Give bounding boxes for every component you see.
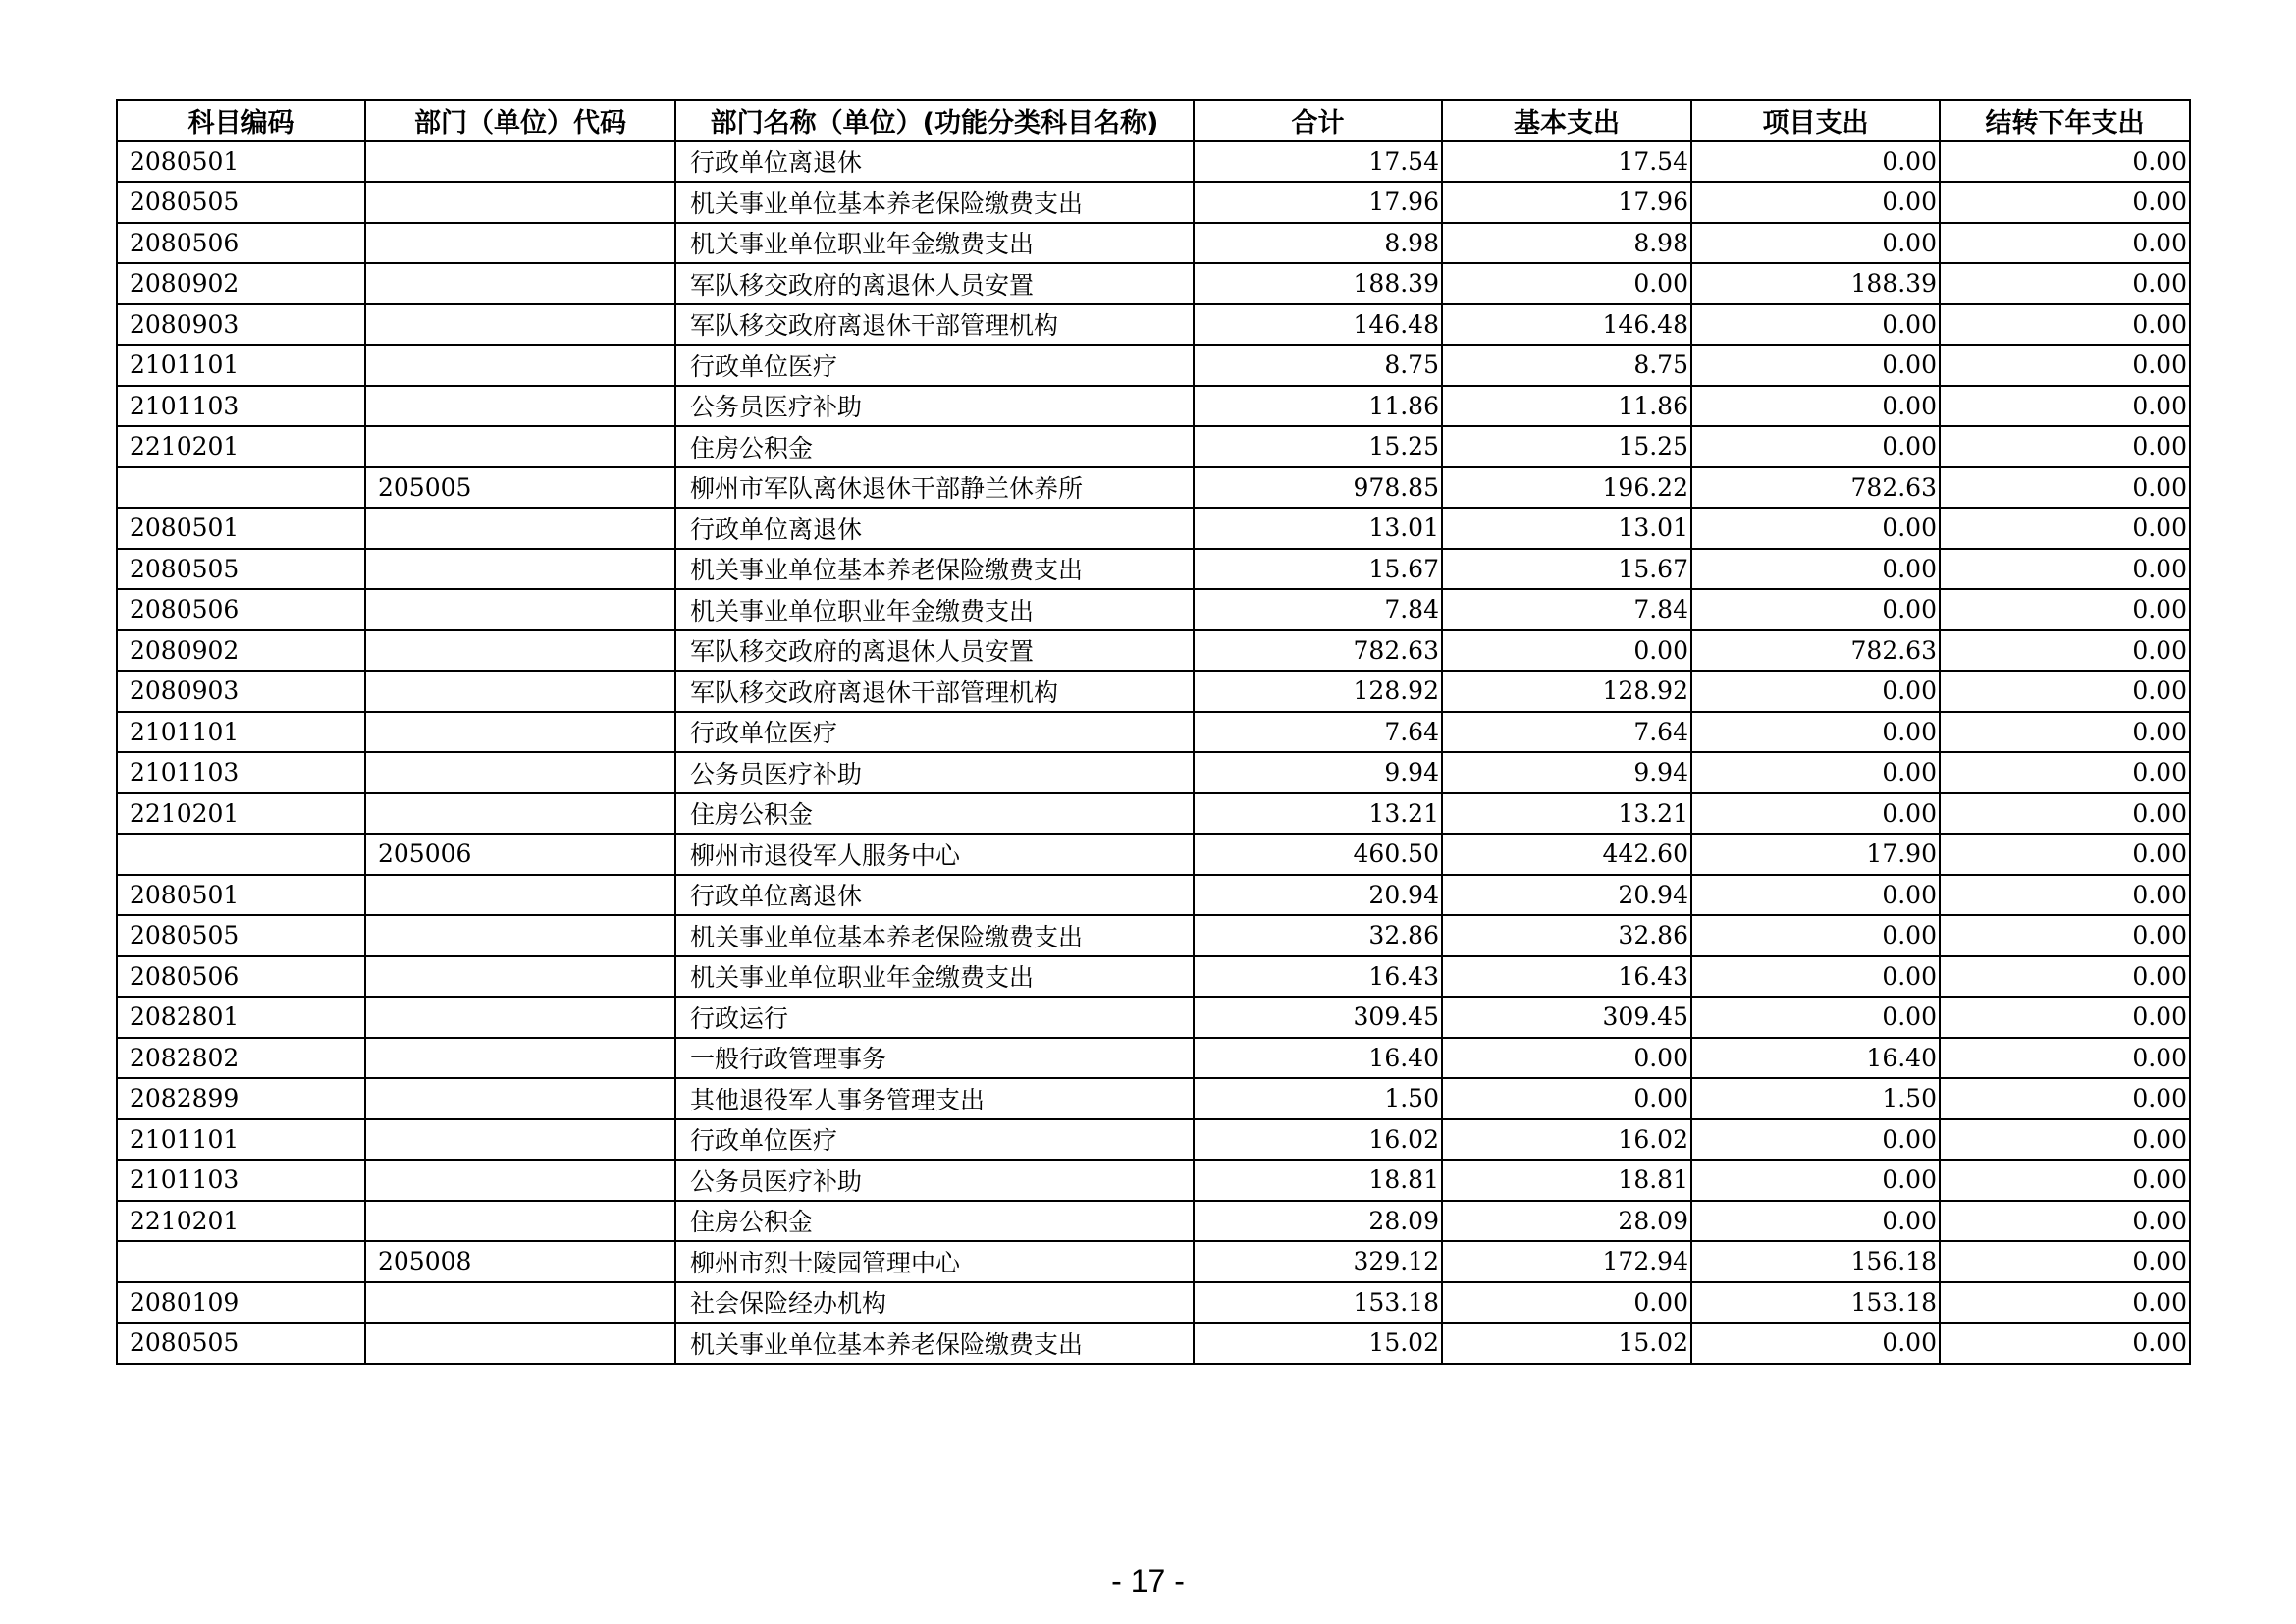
table-row <box>117 304 2190 346</box>
subject-code-cell <box>117 1241 365 1282</box>
table-header-row <box>117 100 2190 141</box>
dept-name-cell: 机关事业单位职业年金缴费支出 <box>675 956 1194 998</box>
basic-cell: 15.67 <box>1442 549 1691 590</box>
basic-cell: 442.60 <box>1442 834 1691 875</box>
carryover-cell: 0.00 <box>1940 304 2190 346</box>
subject-code-cell: 2080506 <box>117 223 365 264</box>
subject-code-cell: 2210201 <box>117 1201 365 1242</box>
carryover-cell: 0.00 <box>1940 915 2190 956</box>
header-dept-name: 部门名称（单位）(功能分类科目名称) <box>675 100 1194 141</box>
subject-code-cell: 2080501 <box>117 508 365 549</box>
project-cell: 0.00 <box>1691 304 1940 346</box>
basic-cell: 8.98 <box>1442 223 1691 264</box>
table-body <box>117 141 2190 1364</box>
dept-name-cell: 公务员医疗补助 <box>675 1160 1194 1201</box>
dept-code-cell <box>365 671 675 712</box>
basic-cell: 17.96 <box>1442 182 1691 223</box>
dept-code-cell: 205005 <box>365 467 675 509</box>
table-row <box>117 752 2190 793</box>
dept-name-cell: 公务员医疗补助 <box>675 386 1194 427</box>
header-dept-code: 部门（单位）代码 <box>365 100 675 141</box>
dept-name-cell: 柳州市军队离休退休干部静兰休养所 <box>675 467 1194 509</box>
project-cell: 188.39 <box>1691 263 1940 304</box>
carryover-cell: 0.00 <box>1940 671 2190 712</box>
table-row <box>117 223 2190 264</box>
carryover-cell: 0.00 <box>1940 1119 2190 1161</box>
carryover-cell: 0.00 <box>1940 1038 2190 1079</box>
carryover-cell: 0.00 <box>1940 141 2190 183</box>
table-row <box>117 834 2190 875</box>
dept-code-cell <box>365 1282 675 1324</box>
dept-code-cell <box>365 1323 675 1364</box>
total-cell: 11.86 <box>1194 386 1442 427</box>
table-row <box>117 915 2190 956</box>
table-row <box>117 671 2190 712</box>
subject-code-cell: 2210201 <box>117 793 365 835</box>
carryover-cell: 0.00 <box>1940 508 2190 549</box>
table-row <box>117 386 2190 427</box>
total-cell: 17.54 <box>1194 141 1442 183</box>
total-cell: 32.86 <box>1194 915 1442 956</box>
dept-code-cell <box>365 182 675 223</box>
subject-code-cell: 2080501 <box>117 875 365 916</box>
dept-code-cell <box>365 1160 675 1201</box>
dept-code-cell <box>365 1078 675 1119</box>
project-cell: 0.00 <box>1691 1201 1940 1242</box>
subject-code-cell: 2101101 <box>117 712 365 753</box>
total-cell: 16.40 <box>1194 1038 1442 1079</box>
carryover-cell: 0.00 <box>1940 1160 2190 1201</box>
project-cell: 0.00 <box>1691 1119 1940 1161</box>
basic-cell: 0.00 <box>1442 1282 1691 1324</box>
total-cell: 15.02 <box>1194 1323 1442 1364</box>
dept-name-cell: 行政运行 <box>675 997 1194 1038</box>
total-cell: 8.98 <box>1194 223 1442 264</box>
project-cell: 0.00 <box>1691 712 1940 753</box>
table-row <box>117 1119 2190 1161</box>
table-row <box>117 1282 2190 1324</box>
total-cell: 460.50 <box>1194 834 1442 875</box>
carryover-cell: 0.00 <box>1940 263 2190 304</box>
project-cell: 0.00 <box>1691 141 1940 183</box>
dept-name-cell: 军队移交政府的离退休人员安置 <box>675 630 1194 672</box>
basic-cell: 13.01 <box>1442 508 1691 549</box>
total-cell: 20.94 <box>1194 875 1442 916</box>
carryover-cell: 0.00 <box>1940 630 2190 672</box>
dept-name-cell: 军队移交政府的离退休人员安置 <box>675 263 1194 304</box>
carryover-cell: 0.00 <box>1940 345 2190 386</box>
carryover-cell: 0.00 <box>1940 956 2190 998</box>
dept-code-cell <box>365 956 675 998</box>
dept-name-cell: 住房公积金 <box>675 1201 1194 1242</box>
dept-code-cell: 205006 <box>365 834 675 875</box>
project-cell: 156.18 <box>1691 1241 1940 1282</box>
dept-code-cell <box>365 1201 675 1242</box>
project-cell: 0.00 <box>1691 671 1940 712</box>
project-cell: 0.00 <box>1691 793 1940 835</box>
total-cell: 146.48 <box>1194 304 1442 346</box>
subject-code-cell: 2080505 <box>117 915 365 956</box>
table-row <box>117 141 2190 183</box>
subject-code-cell: 2080506 <box>117 956 365 998</box>
dept-code-cell <box>365 141 675 183</box>
carryover-cell: 0.00 <box>1940 712 2190 753</box>
table-row <box>117 549 2190 590</box>
total-cell: 9.94 <box>1194 752 1442 793</box>
total-cell: 782.63 <box>1194 630 1442 672</box>
subject-code-cell: 2080902 <box>117 263 365 304</box>
subject-code-cell: 2101103 <box>117 386 365 427</box>
table-row <box>117 630 2190 672</box>
dept-name-cell: 公务员医疗补助 <box>675 752 1194 793</box>
project-cell: 0.00 <box>1691 752 1940 793</box>
subject-code-cell: 2080505 <box>117 549 365 590</box>
dept-name-cell: 住房公积金 <box>675 426 1194 467</box>
project-cell: 0.00 <box>1691 956 1940 998</box>
total-cell: 153.18 <box>1194 1282 1442 1324</box>
carryover-cell: 0.00 <box>1940 997 2190 1038</box>
dept-name-cell: 行政单位医疗 <box>675 712 1194 753</box>
subject-code-cell: 2101103 <box>117 1160 365 1201</box>
project-cell: 1.50 <box>1691 1078 1940 1119</box>
table-row <box>117 345 2190 386</box>
carryover-cell: 0.00 <box>1940 1078 2190 1119</box>
total-cell: 8.75 <box>1194 345 1442 386</box>
dept-name-cell: 行政单位离退休 <box>675 141 1194 183</box>
dept-code-cell <box>365 508 675 549</box>
table-row <box>117 793 2190 835</box>
project-cell: 153.18 <box>1691 1282 1940 1324</box>
basic-cell: 28.09 <box>1442 1201 1691 1242</box>
subject-code-cell: 2080501 <box>117 141 365 183</box>
carryover-cell: 0.00 <box>1940 589 2190 630</box>
subject-code-cell: 2080505 <box>117 182 365 223</box>
subject-code-cell: 2080903 <box>117 304 365 346</box>
project-cell: 0.00 <box>1691 508 1940 549</box>
carryover-cell: 0.00 <box>1940 1323 2190 1364</box>
dept-name-cell: 其他退役军人事务管理支出 <box>675 1078 1194 1119</box>
basic-cell: 7.64 <box>1442 712 1691 753</box>
total-cell: 7.84 <box>1194 589 1442 630</box>
dept-code-cell: 205008 <box>365 1241 675 1282</box>
dept-name-cell: 住房公积金 <box>675 793 1194 835</box>
dept-name-cell: 机关事业单位基本养老保险缴费支出 <box>675 915 1194 956</box>
dept-code-cell <box>365 875 675 916</box>
table-row <box>117 712 2190 753</box>
subject-code-cell: 2101101 <box>117 1119 365 1161</box>
project-cell: 782.63 <box>1691 467 1940 509</box>
project-cell: 0.00 <box>1691 426 1940 467</box>
dept-code-cell <box>365 1119 675 1161</box>
table-row <box>117 508 2190 549</box>
table-row <box>117 426 2190 467</box>
carryover-cell: 0.00 <box>1940 793 2190 835</box>
dept-name-cell: 军队移交政府离退休干部管理机构 <box>675 671 1194 712</box>
subject-code-cell: 2080903 <box>117 671 365 712</box>
header-carryover: 结转下年支出 <box>1940 100 2190 141</box>
subject-code-cell <box>117 467 365 509</box>
subject-code-cell: 2101101 <box>117 345 365 386</box>
project-cell: 0.00 <box>1691 997 1940 1038</box>
header-basic: 基本支出 <box>1442 100 1691 141</box>
basic-cell: 32.86 <box>1442 915 1691 956</box>
dept-name-cell: 机关事业单位职业年金缴费支出 <box>675 589 1194 630</box>
carryover-cell: 0.00 <box>1940 386 2190 427</box>
dept-name-cell: 机关事业单位基本养老保险缴费支出 <box>675 182 1194 223</box>
table-row <box>117 1038 2190 1079</box>
basic-cell: 172.94 <box>1442 1241 1691 1282</box>
dept-code-cell <box>365 223 675 264</box>
basic-cell: 309.45 <box>1442 997 1691 1038</box>
header-total: 合计 <box>1194 100 1442 141</box>
carryover-cell: 0.00 <box>1940 875 2190 916</box>
dept-name-cell: 机关事业单位职业年金缴费支出 <box>675 223 1194 264</box>
dept-name-cell: 柳州市退役军人服务中心 <box>675 834 1194 875</box>
basic-cell: 0.00 <box>1442 263 1691 304</box>
carryover-cell: 0.00 <box>1940 182 2190 223</box>
dept-code-cell <box>365 997 675 1038</box>
carryover-cell: 0.00 <box>1940 1282 2190 1324</box>
subject-code-cell: 2080902 <box>117 630 365 672</box>
total-cell: 16.02 <box>1194 1119 1442 1161</box>
project-cell: 0.00 <box>1691 182 1940 223</box>
total-cell: 18.81 <box>1194 1160 1442 1201</box>
total-cell: 15.67 <box>1194 549 1442 590</box>
dept-code-cell <box>365 793 675 835</box>
carryover-cell: 0.00 <box>1940 834 2190 875</box>
basic-cell: 13.21 <box>1442 793 1691 835</box>
dept-code-cell <box>365 589 675 630</box>
dept-name-cell: 柳州市烈士陵园管理中心 <box>675 1241 1194 1282</box>
total-cell: 15.25 <box>1194 426 1442 467</box>
basic-cell: 196.22 <box>1442 467 1691 509</box>
carryover-cell: 0.00 <box>1940 1241 2190 1282</box>
dept-name-cell: 社会保险经办机构 <box>675 1282 1194 1324</box>
project-cell: 17.90 <box>1691 834 1940 875</box>
subject-code-cell: 2082801 <box>117 997 365 1038</box>
basic-cell: 128.92 <box>1442 671 1691 712</box>
basic-cell: 20.94 <box>1442 875 1691 916</box>
header-project: 项目支出 <box>1691 100 1940 141</box>
total-cell: 188.39 <box>1194 263 1442 304</box>
project-cell: 0.00 <box>1691 549 1940 590</box>
table-row <box>117 1241 2190 1282</box>
carryover-cell: 0.00 <box>1940 1201 2190 1242</box>
project-cell: 0.00 <box>1691 589 1940 630</box>
total-cell: 309.45 <box>1194 997 1442 1038</box>
total-cell: 978.85 <box>1194 467 1442 509</box>
total-cell: 13.01 <box>1194 508 1442 549</box>
basic-cell: 11.86 <box>1442 386 1691 427</box>
dept-code-cell <box>365 386 675 427</box>
table-row <box>117 263 2190 304</box>
dept-name-cell: 军队移交政府离退休干部管理机构 <box>675 304 1194 346</box>
project-cell: 0.00 <box>1691 386 1940 427</box>
subject-code-cell: 2210201 <box>117 426 365 467</box>
basic-cell: 18.81 <box>1442 1160 1691 1201</box>
basic-cell: 15.02 <box>1442 1323 1691 1364</box>
basic-cell: 16.43 <box>1442 956 1691 998</box>
header-subject-code: 科目编码 <box>117 100 365 141</box>
dept-name-cell: 一般行政管理事务 <box>675 1038 1194 1079</box>
dept-code-cell <box>365 304 675 346</box>
dept-code-cell <box>365 752 675 793</box>
table-row <box>117 467 2190 509</box>
total-cell: 16.43 <box>1194 956 1442 998</box>
total-cell: 13.21 <box>1194 793 1442 835</box>
project-cell: 16.40 <box>1691 1038 1940 1079</box>
dept-code-cell <box>365 263 675 304</box>
table-row <box>117 1078 2190 1119</box>
dept-name-cell: 行政单位医疗 <box>675 345 1194 386</box>
basic-cell: 8.75 <box>1442 345 1691 386</box>
carryover-cell: 0.00 <box>1940 752 2190 793</box>
total-cell: 17.96 <box>1194 182 1442 223</box>
dept-code-cell <box>365 426 675 467</box>
page-number: - 17 - <box>1111 1563 1185 1598</box>
subject-code-cell: 2101103 <box>117 752 365 793</box>
subject-code-cell: 2082802 <box>117 1038 365 1079</box>
table-row <box>117 1323 2190 1364</box>
subject-code-cell: 2080505 <box>117 1323 365 1364</box>
carryover-cell: 0.00 <box>1940 223 2190 264</box>
project-cell: 0.00 <box>1691 915 1940 956</box>
basic-cell: 16.02 <box>1442 1119 1691 1161</box>
basic-cell: 0.00 <box>1442 1038 1691 1079</box>
dept-code-cell <box>365 915 675 956</box>
table-row <box>117 1160 2190 1201</box>
dept-name-cell: 行政单位医疗 <box>675 1119 1194 1161</box>
carryover-cell: 0.00 <box>1940 549 2190 590</box>
dept-name-cell: 行政单位离退休 <box>675 508 1194 549</box>
dept-code-cell <box>365 549 675 590</box>
dept-code-cell <box>365 712 675 753</box>
total-cell: 28.09 <box>1194 1201 1442 1242</box>
dept-name-cell: 行政单位离退休 <box>675 875 1194 916</box>
dept-name-cell: 机关事业单位基本养老保险缴费支出 <box>675 549 1194 590</box>
basic-cell: 0.00 <box>1442 630 1691 672</box>
expenditure-table <box>116 99 2191 1365</box>
table-row <box>117 182 2190 223</box>
total-cell: 329.12 <box>1194 1241 1442 1282</box>
total-cell: 128.92 <box>1194 671 1442 712</box>
project-cell: 0.00 <box>1691 223 1940 264</box>
basic-cell: 17.54 <box>1442 141 1691 183</box>
carryover-cell: 0.00 <box>1940 426 2190 467</box>
table-row <box>117 875 2190 916</box>
basic-cell: 146.48 <box>1442 304 1691 346</box>
project-cell: 0.00 <box>1691 1160 1940 1201</box>
basic-cell: 0.00 <box>1442 1078 1691 1119</box>
dept-code-cell <box>365 1038 675 1079</box>
subject-code-cell: 2080109 <box>117 1282 365 1324</box>
basic-cell: 9.94 <box>1442 752 1691 793</box>
total-cell: 1.50 <box>1194 1078 1442 1119</box>
total-cell: 7.64 <box>1194 712 1442 753</box>
project-cell: 0.00 <box>1691 1323 1940 1364</box>
table-row <box>117 1201 2190 1242</box>
project-cell: 0.00 <box>1691 875 1940 916</box>
basic-cell: 15.25 <box>1442 426 1691 467</box>
project-cell: 782.63 <box>1691 630 1940 672</box>
subject-code-cell <box>117 834 365 875</box>
dept-code-cell <box>365 630 675 672</box>
table-row <box>117 956 2190 998</box>
carryover-cell: 0.00 <box>1940 467 2190 509</box>
subject-code-cell: 2082899 <box>117 1078 365 1119</box>
table-row <box>117 997 2190 1038</box>
basic-cell: 7.84 <box>1442 589 1691 630</box>
subject-code-cell: 2080506 <box>117 589 365 630</box>
project-cell: 0.00 <box>1691 345 1940 386</box>
table-row <box>117 589 2190 630</box>
dept-code-cell <box>365 345 675 386</box>
dept-name-cell: 机关事业单位基本养老保险缴费支出 <box>675 1323 1194 1364</box>
